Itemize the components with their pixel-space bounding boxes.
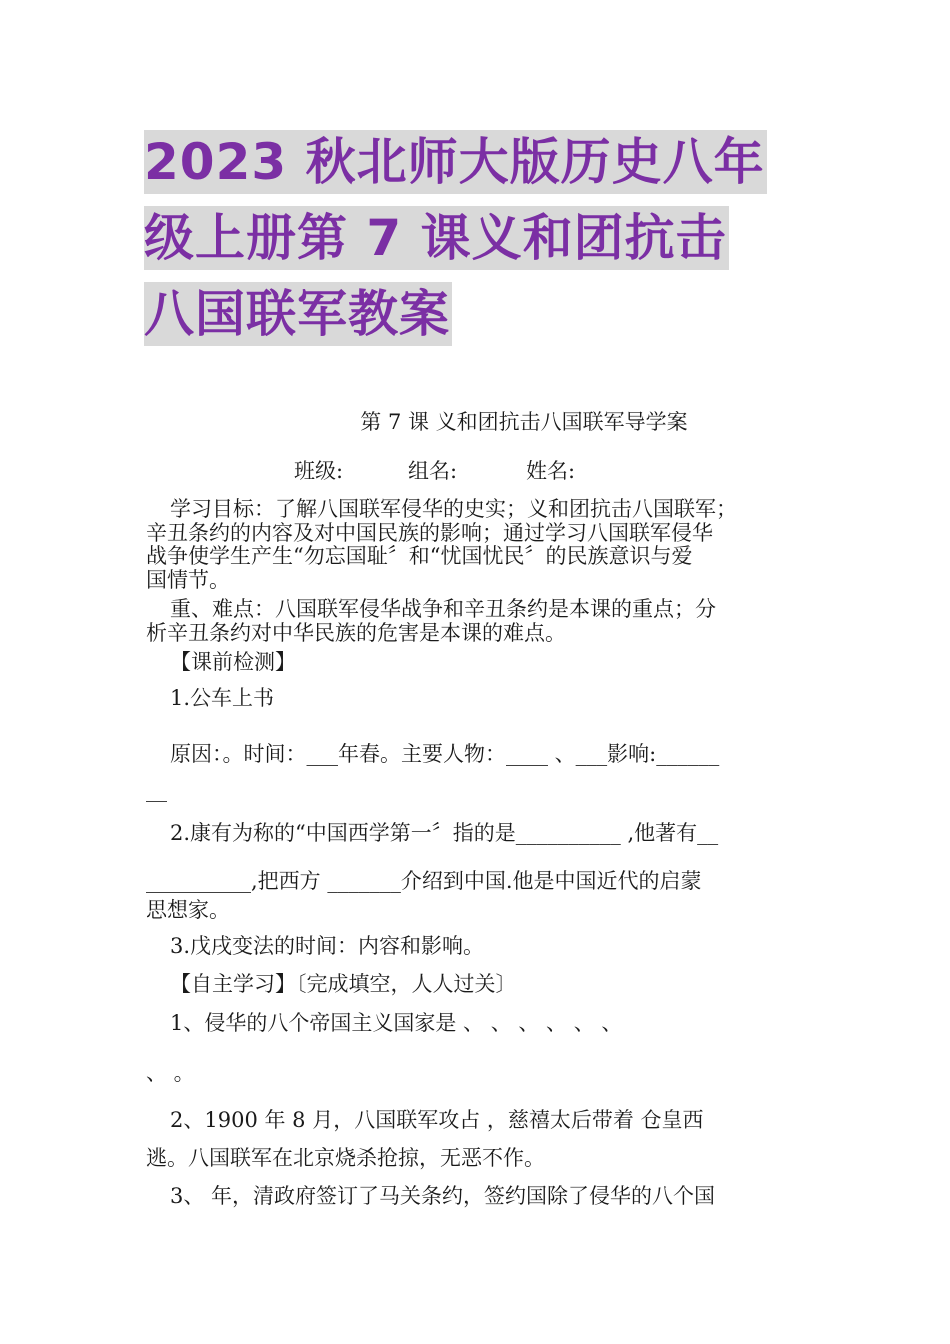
objectives-line: 战争使学生产生“勿忘国耻〞和“忧国忧民〞的民族意识与爱 xyxy=(146,545,693,568)
learning-objectives xyxy=(146,498,822,592)
key-points-line: 析辛丑条约对中华民族的危害是本课的难点。 xyxy=(146,621,566,645)
class-label: 班级: xyxy=(294,459,344,483)
objectives-line: 国情节。 xyxy=(146,568,230,592)
question-2 xyxy=(146,809,822,905)
document-title-line-2: 级上册第 7 课义和团抗击 xyxy=(144,206,729,270)
key-difficult-points xyxy=(146,598,822,645)
document-title-line-1: 2023 秋北师大版历史八年 xyxy=(144,130,767,194)
objectives-line: 学习目标：了解八国联军侵华的史实；义和团抗击八国联军； xyxy=(170,498,737,521)
student-info-fields xyxy=(294,459,575,483)
objectives-line: 辛丑条约的内容及对中国民族的影响；通过学习八国联军侵华 xyxy=(146,521,713,545)
document-title-line-3: 八国联军教案 xyxy=(144,282,452,346)
name-label: 姓名: xyxy=(526,459,576,483)
self-study-2-line: 2、1900 年 8 月，八国联军攻占 ，慈禧太后带着 仓皇西 xyxy=(170,1108,704,1132)
question-2-line: __________,把西方 _______介绍到中国.他是中国近代的启蒙 xyxy=(146,869,702,893)
section-self-study-heading: 【自主学习】〔完成填空，人人过关〕 xyxy=(170,972,517,996)
key-points-line: 重、难点：八国联军侵华战争和辛丑条约是本课的重点；分 xyxy=(170,598,716,621)
self-study-1-line: 、 。 xyxy=(146,1061,195,1085)
question-1-title: 1.公车上书 xyxy=(170,686,275,710)
question-2-line: 2.康有为称的“中国西学第一〞指的是__________ ,他著有__ xyxy=(170,821,719,845)
question-1-line: 原因：。时间：___年春。主要人物：____ 、___影响:______ xyxy=(170,742,720,766)
question-2-line: 思想家。 xyxy=(146,898,230,922)
self-study-3-line: 3、 年，清政府签订了马关条约，签约国除了侵华的八个国 xyxy=(170,1184,716,1208)
question-3: 3.戊戌变法的时间：内容和影响。 xyxy=(170,934,485,958)
question-1-body xyxy=(146,736,822,808)
group-label: 组名: xyxy=(408,459,458,483)
section-pretest-heading: 【课前检测】 xyxy=(170,650,296,674)
self-study-2-line: 逃。八国联军在北京烧杀抢掠，无恶不作。 xyxy=(146,1146,545,1170)
lesson-subtitle: 第 7 课 义和团抗击八国联军导学案 xyxy=(360,410,688,434)
question-1-line: __ xyxy=(146,778,167,802)
self-study-1-line: 1、侵华的八个帝国主义国家是 、 、 、 、 、 、 xyxy=(170,1011,623,1035)
